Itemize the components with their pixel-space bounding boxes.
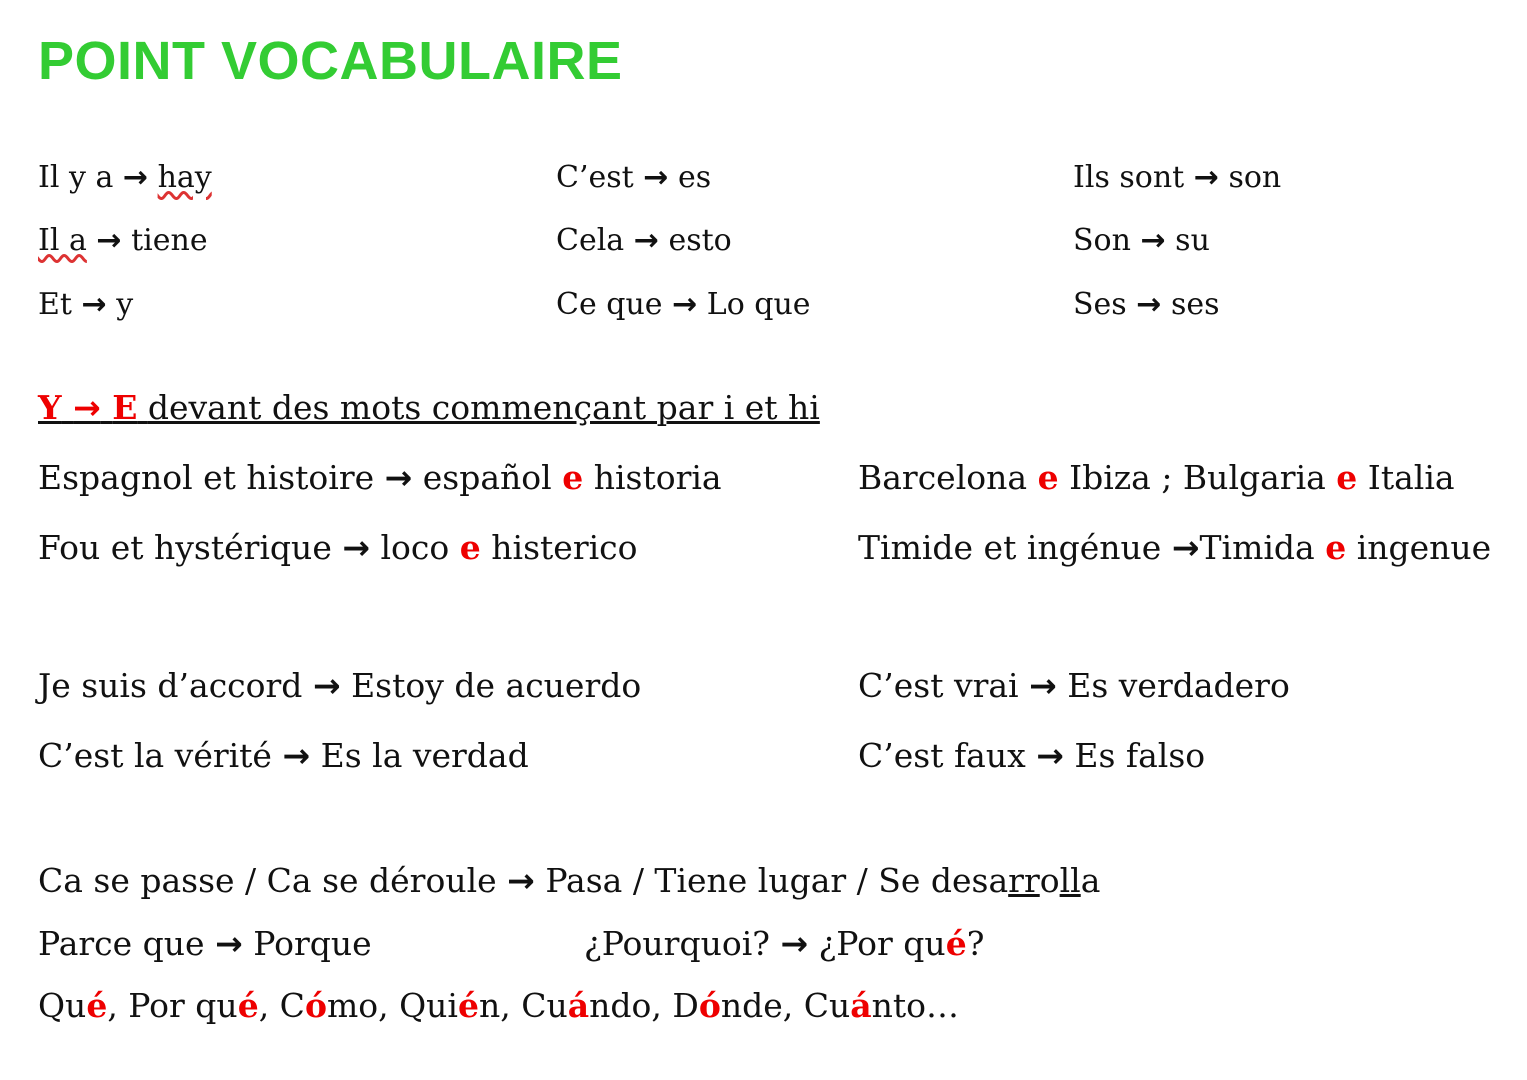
arrow-icon: →	[643, 160, 669, 195]
example-line: Espagnol et histoire → español e historia	[38, 458, 722, 497]
passe-line: Ca se passe / Ca se déroule → Pasa / Tiene lugar / Se desarrolla	[38, 861, 1101, 900]
arrow-icon: →	[384, 458, 413, 497]
rule-heading: Y → E devant des mots commençant par i et hi	[38, 388, 820, 427]
vocab-item: C’est → es	[556, 160, 712, 195]
arrow-icon: →	[672, 287, 698, 322]
arrow-icon: →	[215, 924, 243, 963]
vocab-item: Son → su	[1073, 223, 1210, 258]
arrow-icon: →	[507, 861, 535, 900]
arrow-icon: →	[780, 924, 809, 963]
arrow-icon: →	[1171, 528, 1200, 567]
phrase-line: Je suis d’accord → Estoy de acuerdo	[38, 666, 642, 705]
example-line: Fou et hystérique → loco e histerico	[38, 528, 638, 567]
vocab-item: Et → y	[38, 287, 134, 322]
arrow-icon: →	[1036, 736, 1064, 775]
vocab-item: Ses → ses	[1073, 287, 1220, 322]
arrow-icon: →	[1029, 666, 1057, 705]
arrow-icon: →	[312, 666, 341, 705]
phrase-line: C’est vrai → Es verdadero	[858, 666, 1290, 705]
example-line: Timide et ingénue →Timida e ingenue	[858, 528, 1492, 567]
arrow-icon: →	[633, 223, 659, 258]
arrow-icon: →	[1140, 223, 1166, 258]
vocab-item: Il y a → hay	[38, 160, 212, 195]
vocab-item: Ce que → Lo que	[556, 287, 811, 322]
vocab-item: Ils sont → son	[1073, 160, 1282, 195]
page-title: POINT VOCABULAIRE	[38, 31, 623, 91]
arrow-icon: →	[1193, 160, 1219, 195]
pourquoi-line: ¿Pourquoi? → ¿Por qué?	[584, 924, 985, 963]
phrase-line: C’est la vérité → Es la verdad	[38, 736, 529, 775]
vocab-item: Cela → esto	[556, 223, 732, 258]
arrow-icon: →	[122, 160, 149, 195]
arrow-icon: →	[81, 287, 107, 322]
phrase-line: C’est faux → Es falso	[858, 736, 1206, 775]
interrogatives-line: Qué, Por qué, Cómo, Quién, Cuándo, Dónde, Cuánto…	[38, 986, 960, 1025]
arrow-icon: →	[96, 223, 122, 258]
vocab-item: Il a → tiene	[38, 223, 208, 258]
example-line: Barcelona e Ibiza ; Bulgaria e Italia	[858, 458, 1455, 497]
arrow-icon: →	[282, 736, 311, 775]
arrow-icon: →	[342, 528, 370, 567]
arrow-icon: →	[1136, 287, 1162, 322]
parce-line: Parce que → Porque	[38, 924, 372, 963]
arrow-icon: →	[73, 388, 101, 427]
